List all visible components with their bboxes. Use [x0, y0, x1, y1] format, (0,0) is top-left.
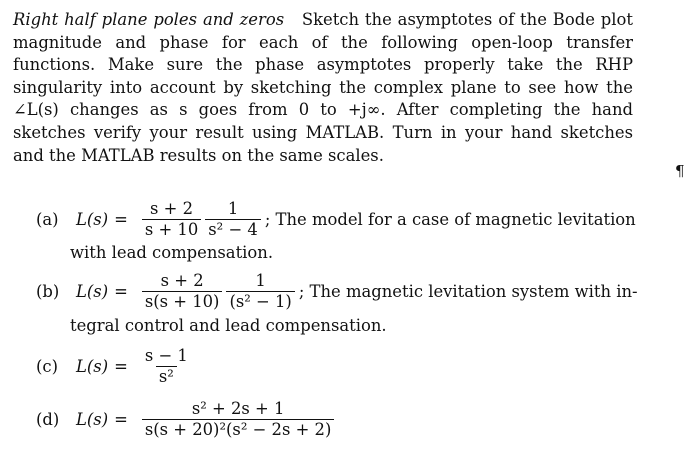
item-a-fraction-2 — [205, 200, 261, 239]
problem-intro-text: Sketch the asymptotes of the Bode plot magnitude and phase for each of the following open-loop transfer functions. Make sure the phase asymptotes properly take the RHP singularity into account by sketching the complex plane to see how the ∠L(s) changes as s goes from 0 to +j∞. After completing the hand sketches verify your result using MATLAB. Turn in your hand sketches and the MATLAB results on the same scales. — [13, 10, 633, 165]
item-c-numerator: s − 1 — [144, 346, 188, 365]
pilcrow-mark: ¶ — [675, 162, 685, 180]
item-b-description-cont: tegral control and lead compensation. — [70, 316, 387, 335]
item-a-frac2-numerator: 1 — [227, 199, 239, 218]
item-a-frac2-denominator: s² − 4 — [205, 219, 261, 239]
item-b-lhs: L(s) — [76, 282, 109, 301]
item-a-frac1-numerator: s + 2 — [150, 199, 194, 218]
item-d-denominator: s(s + 20)²(s² − 2s + 2) — [142, 419, 335, 439]
item-c-label: (c) — [36, 357, 58, 376]
item-b-frac2-denominator: (s² − 1) — [226, 291, 294, 311]
item-a-description-cont: with lead compensation. — [70, 243, 274, 262]
item-b-fraction-2 — [226, 272, 294, 311]
item-d-lhs: L(s) — [76, 410, 109, 429]
item-a-frac1-denominator: s + 10 — [142, 219, 201, 239]
item-d-label: (d) — [36, 410, 60, 429]
item-b-equals: = — [114, 282, 128, 301]
item-c-lhs: L(s) — [76, 357, 109, 376]
item-b-fraction-1 — [142, 272, 223, 311]
item-a-fraction-1 — [142, 200, 201, 239]
item-a — [36, 200, 636, 239]
item-a-description: ; The model for a case of magnetic levitation — [264, 210, 636, 229]
item-c-equals: = — [114, 357, 128, 376]
item-b-description: ; The magnetic levitation system with in- — [298, 282, 638, 301]
item-a-label: (a) — [36, 210, 59, 229]
item-d-fraction — [142, 400, 335, 439]
item-b-label: (b) — [36, 282, 60, 301]
item-a-lhs: L(s) — [76, 210, 109, 229]
item-b-frac2-numerator: 1 — [255, 271, 266, 290]
item-b-frac1-numerator: s + 2 — [160, 271, 204, 290]
item-a-equals: = — [114, 210, 128, 229]
problem-intro — [13, 9, 633, 167]
item-d-numerator: s² + 2s + 1 — [191, 399, 285, 418]
item-d-equals: = — [114, 410, 128, 429]
item-c-denominator: s² — [156, 366, 177, 386]
item-c — [36, 347, 193, 386]
item-d — [36, 400, 336, 439]
item-c-fraction — [142, 347, 191, 386]
item-b — [36, 272, 638, 311]
problem-heading: Right half plane poles and zeros — [13, 10, 285, 29]
item-b-frac1-denominator: s(s + 10) — [142, 291, 223, 311]
